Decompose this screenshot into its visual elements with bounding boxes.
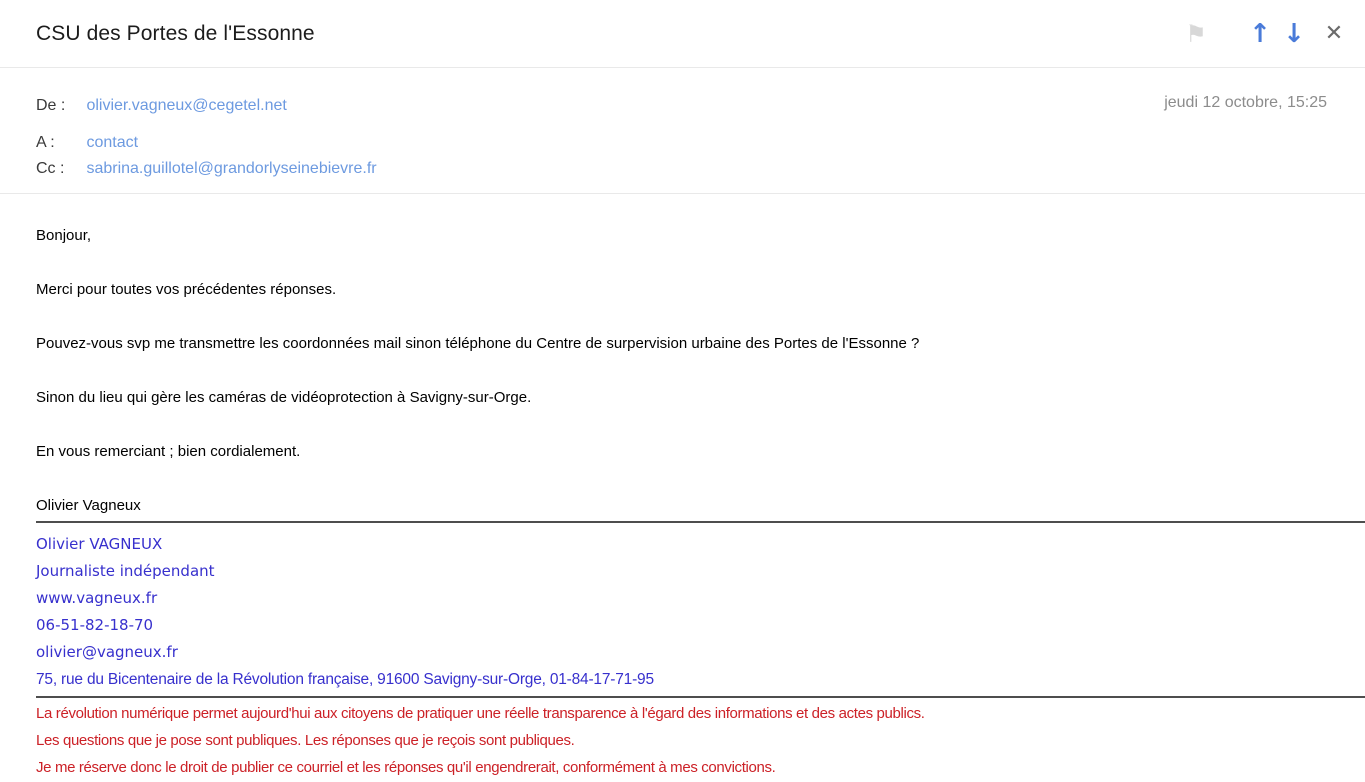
close-icon: ✕: [1324, 20, 1344, 46]
body-paragraph: Bonjour,: [36, 227, 92, 244]
disclaimer-separator: [36, 696, 1365, 698]
message-toolbar: [1179, 14, 1351, 54]
titlebar: [0, 0, 1365, 68]
signature-email: olivier@vagneux.fr: [36, 643, 178, 661]
disclaimer-block: [36, 700, 1365, 781]
signature-name: Olivier VAGNEUX: [36, 535, 163, 553]
disclaimer-line: Je me réserve donc le droit de publier ce courriel et les réponses qu'il engendrerait, conformément à mes convictions.: [36, 759, 776, 776]
message-date: jeudi 12 octobre, 15:25: [1164, 94, 1327, 111]
flag-icon: ⚑: [1185, 19, 1207, 48]
from-row: [36, 94, 1327, 118]
cc-label: Cc :: [36, 160, 65, 177]
body-paragraph: En vous remerciant ; bien cordialement.: [36, 443, 301, 460]
to-label: A :: [36, 134, 55, 151]
from-label: De :: [36, 97, 66, 114]
cc-row: [36, 157, 1327, 181]
sender-email-link[interactable]: olivier.vagneux@cegetel.net: [86, 97, 287, 114]
signature-address: 75, rue du Bicentenaire de la Révolution française, 91600 Savigny-sur-Orge, 01-84-17-71-95: [36, 671, 654, 688]
disclaimer-line: Les questions que je pose sont publiques. Les réponses que je reçois sont publiques.: [36, 732, 575, 749]
body-paragraph: Pouvez-vous svp me transmettre les coordonnées mail sinon téléphone du Centre de surpervision urbaine des Portes de l'Essonne ?: [36, 335, 920, 352]
sender-name-text: Olivier Vagneux: [36, 497, 141, 514]
signature-separator: [36, 521, 1365, 523]
signature-mobile: 06-51-82-18-70: [36, 616, 154, 634]
arrow-down-icon: ↓: [1283, 18, 1305, 49]
signature-block: [36, 531, 1365, 693]
arrow-up-icon: ↑: [1249, 18, 1271, 49]
previous-message-button[interactable]: [1243, 14, 1277, 54]
flag-button[interactable]: [1179, 14, 1213, 54]
signature-website: www.vagneux.fr: [36, 589, 158, 607]
signature-role: Journaliste indépendant: [36, 562, 215, 580]
message-header: [0, 68, 1365, 194]
message-body: [0, 194, 1365, 781]
cc-recipient-link[interactable]: sabrina.guillotel@grandorlyseinebievre.fr: [86, 160, 377, 177]
next-message-button[interactable]: [1277, 14, 1311, 54]
disclaimer-line: La révolution numérique permet aujourd'hui aux citoyens de pratiquer une réelle transparence à l'égard des informations et des actes publics.: [36, 705, 925, 722]
close-button[interactable]: [1317, 14, 1351, 54]
body-paragraph: Merci pour toutes vos précédentes réponses.: [36, 281, 337, 298]
body-paragraph: Sinon du lieu qui gère les caméras de vidéoprotection à Savigny-sur-Orge.: [36, 389, 532, 406]
recipient-link[interactable]: contact: [86, 134, 139, 151]
email-subject: CSU des Portes de l'Essonne: [36, 21, 315, 45]
to-row: [36, 131, 1327, 155]
